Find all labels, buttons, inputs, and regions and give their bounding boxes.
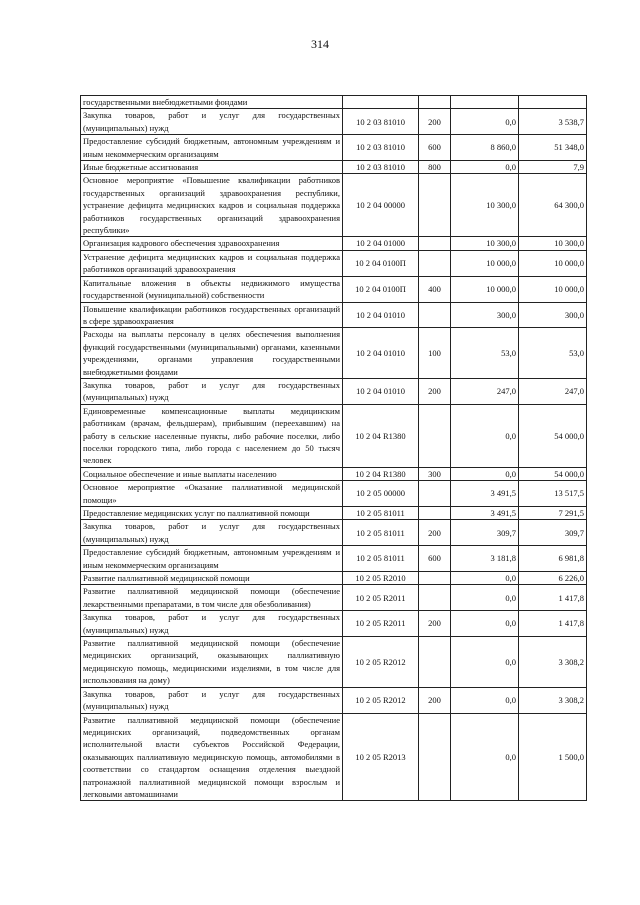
row-amount-2-cell: 300,0: [519, 302, 587, 328]
row-code-cell: 10 2 04 R1380: [343, 467, 419, 480]
row-code-cell: 10 2 04 01000: [343, 237, 419, 250]
row-code-cell: 10 2 05 R2011: [343, 611, 419, 637]
row-code-cell: 10 2 05 81011: [343, 507, 419, 520]
row-amount-2-cell: [519, 96, 587, 109]
row-amount-1-cell: 247,0: [451, 378, 519, 404]
row-expense-type-cell: 200: [419, 109, 451, 135]
row-name-cell: Предоставление субсидий бюджетным, автономным учреждениям и иным некоммерческим организациям: [81, 546, 343, 572]
table-row: [81, 713, 587, 801]
budget-table: [80, 95, 587, 801]
row-code-cell: 10 2 04 0100П: [343, 250, 419, 276]
row-amount-1-cell: 8 860,0: [451, 135, 519, 161]
row-amount-1-cell: 10 000,0: [451, 276, 519, 302]
row-expense-type-cell: 400: [419, 276, 451, 302]
row-amount-1-cell: 10 300,0: [451, 174, 519, 237]
row-code-cell: 10 2 05 R2011: [343, 585, 419, 611]
table-row: [81, 520, 587, 546]
table-row: [81, 109, 587, 135]
row-code-cell: 10 2 04 00000: [343, 174, 419, 237]
row-expense-type-cell: 200: [419, 687, 451, 713]
row-code-cell: 10 2 04 R1380: [343, 404, 419, 467]
row-name-cell: Закупка товаров, работ и услуг для государственных (муниципальных) нужд: [81, 520, 343, 546]
row-amount-1-cell: 0,0: [451, 585, 519, 611]
table-row: [81, 687, 587, 713]
row-amount-1-cell: [451, 96, 519, 109]
row-name-cell: Предоставление медицинских услуг по паллиативной помощи: [81, 507, 343, 520]
row-amount-2-cell: 10 000,0: [519, 250, 587, 276]
row-amount-1-cell: 0,0: [451, 161, 519, 174]
table-row: [81, 135, 587, 161]
row-name-cell: Единовременные компенсационные выплаты медицинским работникам (врачам, фельдшерам), прибывшим (переехавшим) на работу в сельские населенные пункты, либо рабочие поселки, либо поселки городского типа, либо города с населением до 50 тысяч человек: [81, 404, 343, 467]
row-amount-2-cell: 64 300,0: [519, 174, 587, 237]
row-amount-2-cell: 13 517,5: [519, 481, 587, 507]
row-amount-2-cell: 3 308,2: [519, 687, 587, 713]
row-code-cell: 10 2 05 R2010: [343, 572, 419, 585]
row-expense-type-cell: [419, 237, 451, 250]
row-amount-2-cell: 1 417,8: [519, 585, 587, 611]
row-amount-2-cell: 54 000,0: [519, 404, 587, 467]
row-expense-type-cell: [419, 302, 451, 328]
row-amount-2-cell: 247,0: [519, 378, 587, 404]
row-amount-2-cell: 1 417,8: [519, 611, 587, 637]
row-code-cell: 10 2 04 01010: [343, 328, 419, 379]
row-code-cell: 10 2 05 00000: [343, 481, 419, 507]
row-amount-1-cell: 309,7: [451, 520, 519, 546]
row-amount-1-cell: 3 491,5: [451, 507, 519, 520]
row-name-cell: Развитие паллиативной медицинской помощи (обеспечение медицинских организаций, оказывающих паллиативную медицинскую помощь, медицинскими изделиями, в том числе для использования на дому): [81, 637, 343, 688]
row-amount-2-cell: 51 348,0: [519, 135, 587, 161]
row-name-cell: Развитие паллиативной медицинской помощи (обеспечение медицинских организаций, подведомственных органам исполнительной власти субъектов Российской Федерации, оказывающих паллиативную медицинскую помощь, автомобилями в соответствии со стандартом оснащения отделения выездной патронажной паллиативной медицинской помощи взрослым и легковыми автомашинами: [81, 713, 343, 801]
table-row: [81, 378, 587, 404]
row-amount-2-cell: 53,0: [519, 328, 587, 379]
table-row: [81, 546, 587, 572]
row-amount-1-cell: 10 300,0: [451, 237, 519, 250]
row-code-cell: 10 2 03 81010: [343, 109, 419, 135]
row-expense-type-cell: [419, 174, 451, 237]
row-expense-type-cell: [419, 713, 451, 801]
row-name-cell: Капитальные вложения в объекты недвижимого имущества государственной (муниципальной) собственности: [81, 276, 343, 302]
row-expense-type-cell: [419, 481, 451, 507]
row-name-cell: Социальное обеспечение и иные выплаты населению: [81, 467, 343, 480]
table-row: [81, 404, 587, 467]
row-expense-type-cell: 200: [419, 378, 451, 404]
row-name-cell: Иные бюджетные ассигнования: [81, 161, 343, 174]
row-code-cell: 10 2 05 R2012: [343, 637, 419, 688]
row-name-cell: Закупка товаров, работ и услуг для государственных (муниципальных) нужд: [81, 378, 343, 404]
table-row: [81, 161, 587, 174]
row-name-cell: Закупка товаров, работ и услуг для государственных (муниципальных) нужд: [81, 687, 343, 713]
row-name-cell: Повышение квалификации работников государственных организаций в сфере здравоохранения: [81, 302, 343, 328]
row-amount-1-cell: 53,0: [451, 328, 519, 379]
row-amount-2-cell: 1 500,0: [519, 713, 587, 801]
row-code-cell: 10 2 04 01010: [343, 378, 419, 404]
table-row: [81, 611, 587, 637]
row-expense-type-cell: 600: [419, 546, 451, 572]
row-amount-2-cell: 3 538,7: [519, 109, 587, 135]
row-code-cell: 10 2 04 01010: [343, 302, 419, 328]
row-name-cell: Развитие паллиативной медицинской помощи (обеспечение лекарственными препаратами, в том числе для обезболивания): [81, 585, 343, 611]
row-code-cell: 10 2 04 0100П: [343, 276, 419, 302]
row-amount-2-cell: 7,9: [519, 161, 587, 174]
row-amount-1-cell: 3 181,8: [451, 546, 519, 572]
row-amount-1-cell: 3 491,5: [451, 481, 519, 507]
row-expense-type-cell: 800: [419, 161, 451, 174]
table-row: [81, 174, 587, 237]
row-amount-2-cell: 10 300,0: [519, 237, 587, 250]
row-expense-type-cell: 200: [419, 611, 451, 637]
row-amount-2-cell: 7 291,5: [519, 507, 587, 520]
row-code-cell: 10 2 03 81010: [343, 161, 419, 174]
row-expense-type-cell: 300: [419, 467, 451, 480]
row-code-cell: 10 2 05 81011: [343, 546, 419, 572]
row-amount-2-cell: 10 000,0: [519, 276, 587, 302]
table-row: [81, 96, 587, 109]
row-name-cell: государственными внебюджетными фондами: [81, 96, 343, 109]
row-expense-type-cell: [419, 250, 451, 276]
row-code-cell: 10 2 05 R2013: [343, 713, 419, 801]
row-expense-type-cell: 600: [419, 135, 451, 161]
table-row: [81, 637, 587, 688]
page-number: 314: [311, 37, 329, 51]
row-expense-type-cell: 200: [419, 520, 451, 546]
row-amount-1-cell: 0,0: [451, 109, 519, 135]
row-name-cell: Организация кадрового обеспечения здравоохранения: [81, 237, 343, 250]
row-expense-type-cell: [419, 637, 451, 688]
row-amount-2-cell: 54 000,0: [519, 467, 587, 480]
row-name-cell: Закупка товаров, работ и услуг для государственных (муниципальных) нужд: [81, 611, 343, 637]
row-amount-2-cell: 3 308,2: [519, 637, 587, 688]
row-name-cell: Расходы на выплаты персоналу в целях обеспечения выполнения функций государственными (муниципальными) органами, казенными учреждениями, органами управления государственными внебюджетными фондами: [81, 328, 343, 379]
table-row: [81, 467, 587, 480]
row-amount-1-cell: 0,0: [451, 572, 519, 585]
row-expense-type-cell: [419, 572, 451, 585]
table-row: [81, 302, 587, 328]
table-row: [81, 250, 587, 276]
table-row: [81, 276, 587, 302]
table-row: [81, 328, 587, 379]
table-row: [81, 572, 587, 585]
row-amount-2-cell: 6 226,0: [519, 572, 587, 585]
row-amount-1-cell: 0,0: [451, 467, 519, 480]
budget-table-body: [81, 96, 587, 801]
row-expense-type-cell: [419, 507, 451, 520]
row-expense-type-cell: [419, 96, 451, 109]
row-name-cell: Основное мероприятие «Оказание паллиативной медицинской помощи»: [81, 481, 343, 507]
row-name-cell: Развитие паллиативной медицинской помощи: [81, 572, 343, 585]
table-row: [81, 507, 587, 520]
row-name-cell: Основное мероприятие «Повышение квалификации работников государственных организаций здравоохранения республики, устранение дефицита медицинских кадров и социальная поддержка работников государственных организаций здравоохранения республики»: [81, 174, 343, 237]
row-amount-1-cell: 10 000,0: [451, 250, 519, 276]
row-name-cell: Устранение дефицита медицинских кадров и социальная поддержка работников организаций здравоохранения: [81, 250, 343, 276]
table-row: [81, 481, 587, 507]
row-amount-2-cell: 6 981,8: [519, 546, 587, 572]
row-code-cell: 10 2 03 81010: [343, 135, 419, 161]
row-name-cell: Предоставление субсидий бюджетным, автономным учреждениям и иным некоммерческим организациям: [81, 135, 343, 161]
table-row: [81, 585, 587, 611]
row-expense-type-cell: 100: [419, 328, 451, 379]
row-code-cell: 10 2 05 81011: [343, 520, 419, 546]
row-expense-type-cell: [419, 404, 451, 467]
row-amount-1-cell: 0,0: [451, 713, 519, 801]
row-amount-1-cell: 0,0: [451, 611, 519, 637]
table-row: [81, 237, 587, 250]
row-amount-1-cell: 300,0: [451, 302, 519, 328]
row-code-cell: 10 2 05 R2012: [343, 687, 419, 713]
row-name-cell: Закупка товаров, работ и услуг для государственных (муниципальных) нужд: [81, 109, 343, 135]
row-amount-1-cell: 0,0: [451, 404, 519, 467]
row-amount-1-cell: 0,0: [451, 687, 519, 713]
row-expense-type-cell: [419, 585, 451, 611]
row-code-cell: [343, 96, 419, 109]
row-amount-1-cell: 0,0: [451, 637, 519, 688]
row-amount-2-cell: 309,7: [519, 520, 587, 546]
